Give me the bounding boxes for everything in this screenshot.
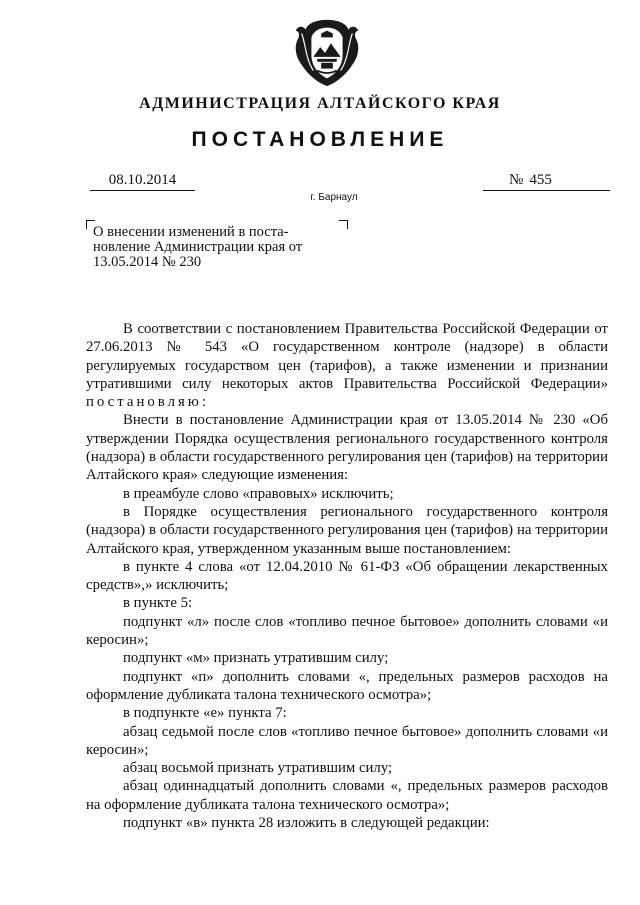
organization-title: АДМИНИСТРАЦИЯ АЛТАЙСКОГО КРАЯ — [139, 95, 501, 112]
body-paragraph: подпункт «л» после слов «топливо печное бытовое» дополнить словами «и керосин»; — [86, 613, 608, 649]
preamble-paragraph — [86, 320, 608, 411]
body-paragraph: подпункт «в» пункта 28 изложить в следующей редакции: — [123, 815, 490, 832]
subject-line: О внесении изменений в поста- — [93, 224, 289, 240]
document-date: 08.10.2014 — [90, 172, 195, 191]
body-paragraph: абзац восьмой признать утратившим силу; — [123, 760, 393, 777]
body-paragraph: Внести в постановление Администрации края от 13.05.2014 № 230 «Об утверждении Порядка осуществления регионального государственного контроля (надзора) в области государственного регулирования цен (тарифов) на территории Алтайского края» следующие изменения: — [86, 412, 608, 484]
body-paragraph: в пункте 5: — [123, 595, 193, 612]
body-paragraph: в подпункте «е» пункта 7: — [123, 705, 287, 722]
subject-line: новление Администрации края от — [93, 239, 303, 255]
document-body — [86, 320, 608, 832]
body-paragraph: подпункт «м» признать утратившим силу; — [123, 650, 389, 667]
document-number: 455 — [529, 172, 552, 188]
document-type-heading: ПОСТАНОВЛЕНИЕ — [191, 128, 449, 151]
body-paragraph: в преамбуле слово «правовых» исключить; — [123, 485, 394, 502]
body-paragraph: абзац одиннадцатый дополнить словами «, предельных размеров расходов на оформление дубликата талона технического осмотра»; — [86, 778, 608, 813]
body-paragraph: в Порядке осуществления регионального государственного контроля (надзора) в области государственного регулирования цен (тарифов) на территории Алтайского края, утвержденном указанным выше постановлением: — [86, 503, 608, 557]
body-paragraph: абзац седьмой после слов «топливо печное бытовое» дополнить словами «и керосин»; — [86, 723, 608, 758]
body-paragraph: в пункте 4 слова «от 12.04.2010 № 61-ФЗ «Об обращении лекарственных средств»,» исключить; — [86, 558, 608, 594]
document-subject — [93, 225, 345, 270]
preamble-text: В соответствии с постановлением Правительства Российской Федерации от 27.06.2013 № 543 «О государственном контроле (надзоре) в области регулируемых государством цен (тарифов), а также изменении и признании утратившими силу некоторых актов Правительства Российской Федерации» — [86, 321, 608, 392]
body-paragraph: подпункт «п» дополнить словами «, предельных размеров расходов на оформление дубликата талона технического осмотра»; — [86, 668, 608, 703]
subject-line: 13.05.2014 № 230 — [93, 254, 202, 270]
resolution-keyword: постановляю: — [86, 394, 209, 411]
city-label: г. Барнаул — [310, 192, 358, 203]
altai-coat-of-arms-emblem — [288, 14, 366, 92]
document-number-field — [483, 172, 610, 191]
number-sign: № — [509, 172, 524, 188]
